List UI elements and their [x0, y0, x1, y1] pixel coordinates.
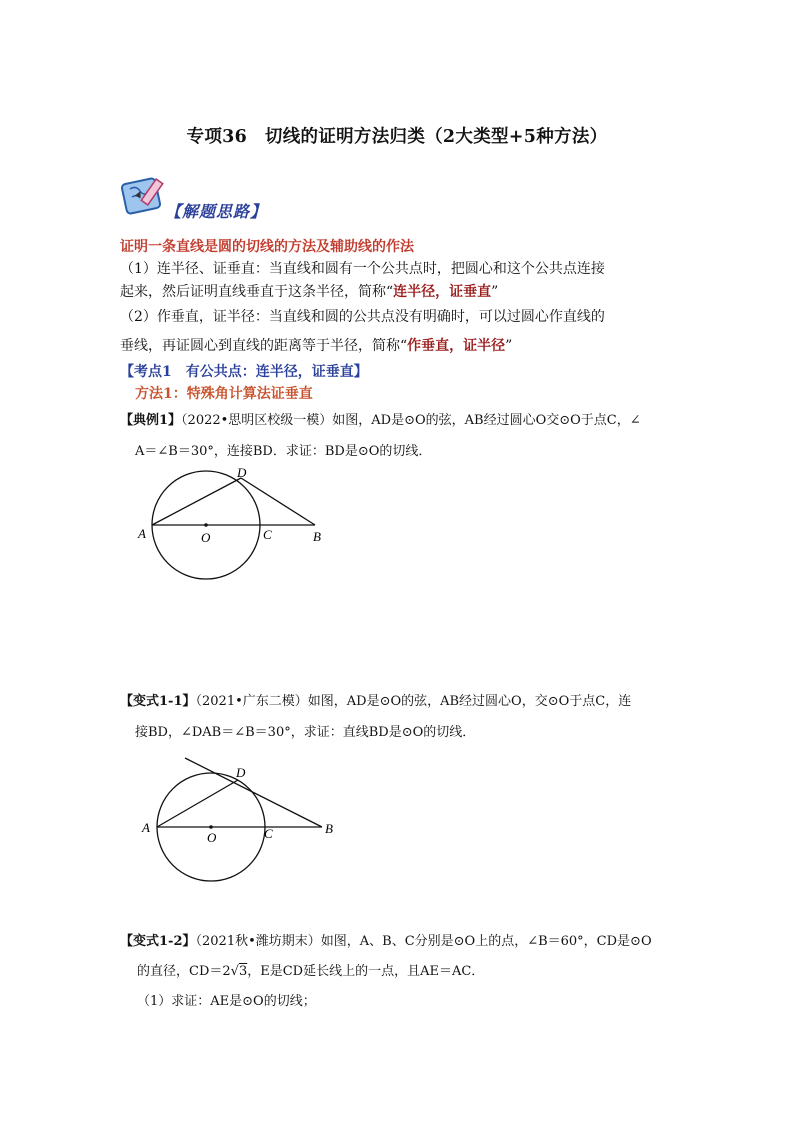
variant-1-1-text: （2021•广东二模）如图，AD是⊙O的弦，AB经过圆心O，交⊙O于点C，连 — [195, 694, 632, 709]
figure-1-label-o: O — [201, 530, 211, 545]
variant-1-1-line1 — [120, 690, 631, 709]
figure-2-line-ad — [157, 780, 238, 827]
figure-2-label-o: O — [207, 830, 217, 845]
para1-line1: （1）连半径、证垂直：当直线和圆有一个公共点时，把圆心和这个公共点连接 — [120, 261, 605, 277]
figure-2-label-b: B — [325, 821, 333, 836]
example-1-text: （2022•思明区校级一模）如图，AD是⊙O的弦，AB经过圆心O交⊙O于点C，∠ — [181, 413, 641, 428]
figure-1-center-dot — [204, 523, 208, 527]
page-title: 专项36 切线的证明方法归类（2大类型+5种方法） — [186, 127, 608, 147]
sqrt-radicand: 3 — [238, 964, 248, 979]
para1-suffix: ” — [491, 284, 499, 300]
figure-1-diagram — [130, 455, 330, 605]
variant-1-2-line1 — [120, 930, 652, 949]
pencil-paper-icon — [118, 175, 170, 221]
method-1-heading: 方法1：特殊角计算法证垂直 — [135, 386, 313, 402]
variant-1-1-line2: 接BD，∠DAB＝∠B＝30°，求证：直线BD是⊙O的切线． — [135, 725, 476, 740]
variant-1-2-line2-suffix: ，E是CD延长线上的一点，且AE＝AC． — [247, 964, 485, 979]
variant-1-2-label: 【变式1-2】 — [120, 934, 196, 949]
para2-line1: （2）作垂直，证半径：当直线和圆的公共点没有明确时，可以过圆心作直线的 — [120, 309, 605, 325]
para1-prefix: 起来，然后证明直线垂直于这条半径，简称“ — [120, 284, 394, 300]
figure-1-label-c: C — [263, 527, 272, 542]
figure-1-line-ad — [152, 478, 241, 525]
variant-1-2-line2 — [137, 960, 484, 979]
variant-1-2-question-1: （1）求证：AE是⊙O的切线； — [137, 994, 316, 1009]
kaodian-1-heading: 【考点1 有公共点：连半径，证垂直】 — [120, 364, 368, 380]
variant-1-1-label: 【变式1-1】 — [120, 694, 196, 709]
sqrt-symbol: √ — [230, 964, 239, 979]
figure-2-label-c: C — [264, 826, 273, 841]
method-heading: 证明一条直线是圆的切线的方法及辅助线的作法 — [120, 239, 414, 255]
variant-1-2-text: （2021秋•潍坊期末）如图，A、B、C分别是⊙O上的点，∠B＝60°，CD是⊙O — [195, 934, 652, 949]
para2-emphasis: 作垂直，证半径 — [407, 338, 506, 354]
figure-1-line-db — [241, 478, 315, 525]
example-1-label: 【典例1】 — [120, 413, 182, 428]
example-1-line2: A＝∠B＝30°，连接BD．求证：BD是⊙O的切线． — [135, 444, 432, 459]
figure-2-label-a: A — [142, 820, 150, 835]
para2-suffix: ” — [505, 338, 513, 354]
figure-2-diagram — [132, 750, 342, 900]
figure-1-label-a: A — [138, 526, 146, 541]
figure-2-label-d: D — [236, 765, 246, 780]
para2-line2 — [120, 335, 512, 355]
variant-1-2-line2-prefix: 的直径，CD＝2 — [137, 964, 231, 979]
figure-1-label-b: B — [313, 529, 321, 544]
figure-1-label-d: D — [237, 465, 247, 480]
para1-emphasis: 连半径，证垂直 — [393, 284, 492, 300]
figure-2-center-dot — [209, 825, 213, 829]
section-header: 【解题思路】 — [165, 202, 268, 221]
figure-2-line-db — [185, 758, 322, 827]
example-1-line1 — [120, 409, 641, 428]
para2-prefix: 垂线，再证圆心到直线的距离等于半径，简称“ — [120, 338, 408, 354]
para1-line2 — [120, 281, 498, 301]
